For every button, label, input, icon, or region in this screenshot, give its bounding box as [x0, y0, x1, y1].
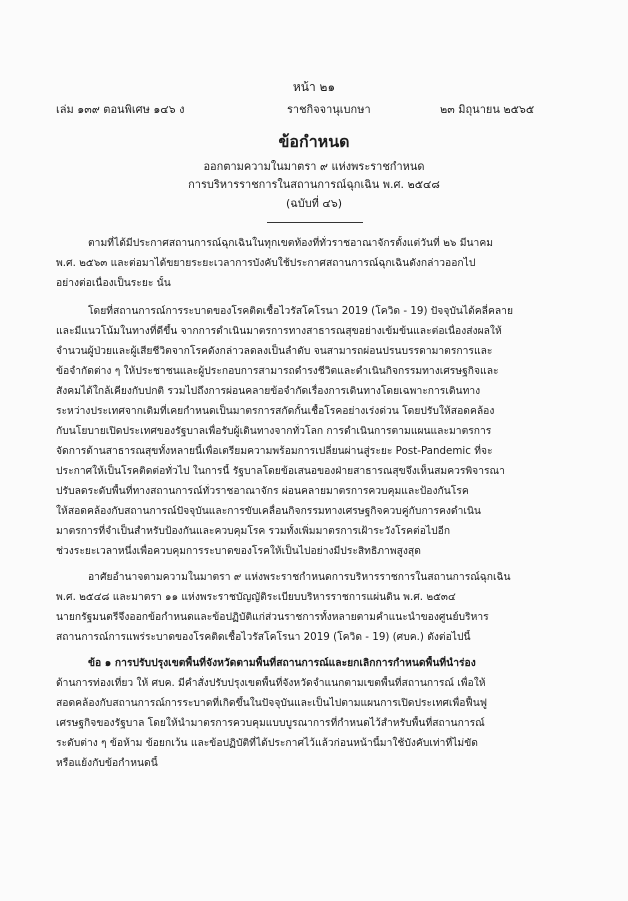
subtitle-edition: (ฉบับที่ ๔๖) — [285, 197, 343, 210]
title-divider — [267, 222, 363, 223]
body-line: เศรษฐกิจของรัฐบาล โดยให้นำมาตรการควบคุมแบบบูรณาการที่กำหนดไว้สำหรับพื้นที่สถานการณ์ — [56, 717, 485, 729]
body-line: และมีแนวโน้มในทางที่ดีขึ้น จากการดำเนินมาตรการทางสาธารณสุขอย่างเข้มข้นและต่อเนื่องส่งผลให้ — [56, 325, 502, 337]
body-line: ระหว่างประเทศจากเดิมที่เคยกำหนดเป็นมาตรการสกัดกั้นเชื้อโรคอย่างเร่งด่วน โดยปรับให้สอดคล้อง — [56, 405, 495, 417]
body-line: ข้อจำกัดต่าง ๆ ให้ประชาชนและผู้ประกอบการสามารถดำรงชีวิตและดำเนินกิจกรรมทางเศรษฐกิจและ — [56, 365, 499, 377]
body-line: อาศัยอำนาจตามความในมาตรา ๙ แห่งพระราชกำหนดการบริหารราชการในสถานการณ์ฉุกเฉิน — [88, 571, 511, 583]
body-line: นายกรัฐมนตรีจึงออกข้อกำหนดและข้อปฏิบัติแก่ส่วนราชการทั้งหลายตามคำแนะนำของศูนย์บริหาร — [56, 611, 489, 623]
body-line: จัดการด้านสาธารณสุขทั้งหลายนี้เพื่อเตรียมความพร้อมการเปลี่ยนผ่านสู่ระยะ Post-Pandemic ที่จะ — [56, 445, 493, 457]
body-line: หรือแย้งกับข้อกำหนดนี้ — [56, 757, 158, 769]
body-line: ให้สอดคล้องกับสถานการณ์ปัจจุบันและการขับเคลื่อนกิจกรรมทางเศรษฐกิจควบคู่กับการคงดำเนิน — [56, 505, 481, 517]
body-line: ด้านการท่องเที่ยว ให้ ศบค. มีคำสั่งปรับปรุงเขตพื้นที่จังหวัดจำแนกตามเขตพื้นที่สถานการณ์ เพื่อให้ — [56, 677, 486, 689]
body-line: สังคมได้ใกล้เคียงกับปกติ รวมไปถึงการผ่อนคลายข้อจำกัดเรื่องการเดินทางโดยเฉพาะการเดินทาง — [56, 385, 481, 397]
body-line: จำนวนผู้ป่วยและผู้เสียชีวิตจากโรคดังกล่าวลดลงเป็นลำดับ จนสามารถผ่อนปรนบรรดามาตรการและ — [56, 345, 493, 357]
body-line: พ.ศ. ๒๕๔๘ และมาตรา ๑๑ แห่งพระราชบัญญัติระเบียบบริหารราชการแผ่นดิน พ.ศ. ๒๕๓๔ — [56, 591, 456, 603]
body-line: ปรับลดระดับพื้นที่ทางสถานการณ์ทั่วราชอาณาจักร ผ่อนคลายมาตรการควบคุมและป้องกันโรค — [56, 485, 469, 497]
body-line: พ.ศ. ๒๕๖๓ และต่อมาได้ขยายระยะเวลาการบังคับใช้ประกาศสถานการณ์ฉุกเฉินดังกล่าวออกไป — [56, 257, 476, 269]
body-line: ระดับต่าง ๆ ข้อห้าม ข้อยกเว้น และข้อปฏิบัติที่ได้ประกาศไว้แล้วก่อนหน้านี้มาใช้บังคับเท่าที่ไม่ขัด — [56, 737, 478, 749]
body-line: มาตรการที่จำเป็นสำหรับป้องกันและควบคุมโรค รวมทั้งเพิ่มมาตรการเฝ้าระวังโรคต่อไปอีก — [56, 525, 451, 537]
document-title: ข้อกำหนด — [278, 132, 350, 151]
page-number: หน้า ๒๑ — [292, 80, 336, 94]
clause-heading: ข้อ ๑ การปรับปรุงเขตพื้นที่จังหวัดตามพื้นที่สถานการณ์และยกเลิกการกำหนดพื้นที่นำร่อง — [88, 657, 476, 669]
body-line: ตามที่ได้มีประกาศสถานการณ์ฉุกเฉินในทุกเขตท้องที่ทั่วราชอาณาจักรตั้งแต่วันที่ ๒๖ มีนาคม — [88, 237, 493, 249]
gazette-name: ราชกิจจานุเบกษา — [287, 103, 371, 116]
body-line: ช่วงระยะเวลาหนึ่งเพื่อควบคุมการระบาดของโรคให้เป็นไปอย่างมีประสิทธิภาพสูงสุด — [56, 545, 421, 557]
subtitle-act: การบริหารราชการในสถานการณ์ฉุกเฉิน พ.ศ. ๒๕๔๘ — [188, 178, 440, 191]
body-line: สอดคล้องกับสถานการณ์การระบาดที่เกิดขึ้นในปัจจุบันและเป็นไปตามแผนการเปิดประเทศเพื่อฟื้นฟู — [56, 697, 488, 709]
body-line: โดยที่สถานการณ์การระบาดของโรคติดเชื้อไวรัสโคโรนา 2019 (โควิด - 19) ปัจจุบันได้คลี่คลาย — [88, 305, 513, 317]
publication-date: ๒๓ มิถุนายน ๒๕๖๕ — [440, 103, 535, 116]
body-line: กับนโยบายเปิดประเทศของรัฐบาลเพื่อรับผู้เดินทางจากทั่วโลก การดำเนินการตามแผนและมาตรการ — [56, 425, 492, 437]
body-line: ประกาศให้เป็นโรคติดต่อทั่วไป ในการนี้ รัฐบาลโดยข้อเสนอของฝ่ายสาธารณสุขจึงเห็นสมควรพิจารณา — [56, 465, 505, 477]
body-line: อย่างต่อเนื่องเป็นระยะ นั้น — [56, 277, 171, 289]
volume-issue: เล่ม ๑๓๙ ตอนพิเศษ ๑๔๖ ง — [56, 103, 185, 116]
subtitle-authority: ออกตามความในมาตรา ๙ แห่งพระราชกำหนด — [203, 160, 425, 173]
body-line: สถานการณ์การแพร่ระบาดของโรคติดเชื้อไวรัสโคโรนา 2019 (โควิด - 19) (ศบค.) ดังต่อไปนี้ — [56, 631, 471, 643]
